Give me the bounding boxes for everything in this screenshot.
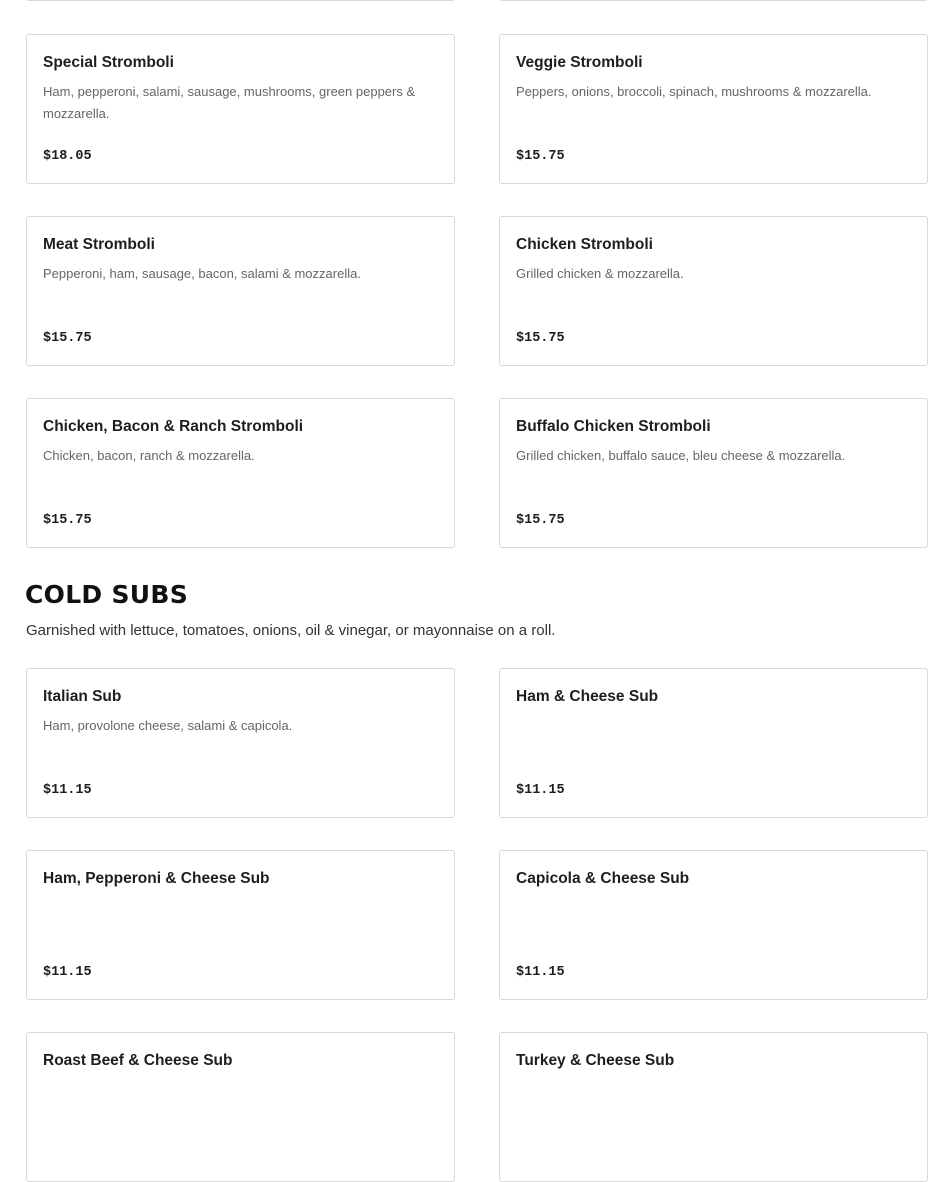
menu-item-name: Ham, Pepperoni & Cheese Sub [43,870,270,887]
menu-item-name: Turkey & Cheese Sub [516,1052,675,1069]
menu-item-card[interactable] [499,216,928,366]
section-title: COLD SUBS [25,580,189,609]
menu-item-name: Roast Beef & Cheese Sub [43,1052,233,1069]
menu-item-description: Ham, provolone cheese, salami & capicola. [43,718,293,733]
menu-item-description: Pepperoni, ham, sausage, bacon, salami & mozzarella. [43,266,361,281]
menu-item-price: $11.15 [43,965,92,980]
menu-item-card[interactable] [26,398,455,548]
menu-item-card[interactable] [499,34,928,184]
menu-item-card[interactable] [26,850,455,1000]
section-description: Garnished with lettuce, tomatoes, onions, oil & vinegar, or mayonnaise on a roll. [26,622,556,639]
menu-item-name: Chicken Stromboli [516,236,653,253]
menu-item-name: Veggie Stromboli [516,54,643,71]
menu-item-name: Italian Sub [43,688,122,705]
menu-item-card[interactable] [26,1032,455,1182]
menu-item-description: Grilled chicken, buffalo sauce, bleu cheese & mozzarella. [516,448,846,463]
menu-item-card[interactable] [499,668,928,818]
menu-item-card[interactable] [499,850,928,1000]
menu-item-price: $15.75 [516,149,565,164]
menu-item-name: Buffalo Chicken Stromboli [516,418,711,435]
menu-item-price: $11.15 [516,783,565,798]
menu-item-price: $15.75 [43,331,92,346]
menu-item-description: Ham, pepperoni, salami, sausage, mushrooms, green peppers & mozzarella. [43,84,416,121]
menu-item-description: Grilled chicken & mozzarella. [516,266,684,281]
menu-item-name: Ham & Cheese Sub [516,688,659,705]
menu-item-card[interactable] [499,1032,928,1182]
menu-item-price: $11.15 [43,783,92,798]
menu-item-card-partial[interactable] [499,0,928,1]
menu-item-name: Capicola & Cheese Sub [516,870,690,887]
menu-item-card[interactable] [499,398,928,548]
menu-item-name: Special Stromboli [43,54,174,71]
menu-item-description: Chicken, bacon, ranch & mozzarella. [43,448,255,463]
menu-item-description: Peppers, onions, broccoli, spinach, mushrooms & mozzarella. [516,84,872,99]
menu-item-price: $18.05 [43,149,92,164]
menu-item-price: $15.75 [43,513,92,528]
menu-item-name: Chicken, Bacon & Ranch Stromboli [43,418,304,435]
menu-item-price: $15.75 [516,513,565,528]
menu-item-card[interactable] [26,216,455,366]
menu-item-price: $15.75 [516,331,565,346]
menu-item-card[interactable] [26,34,455,184]
menu-item-price: $11.15 [516,965,565,980]
menu-item-name: Meat Stromboli [43,236,155,253]
menu-item-card[interactable] [26,668,455,818]
menu-item-card-partial[interactable] [26,0,455,1]
